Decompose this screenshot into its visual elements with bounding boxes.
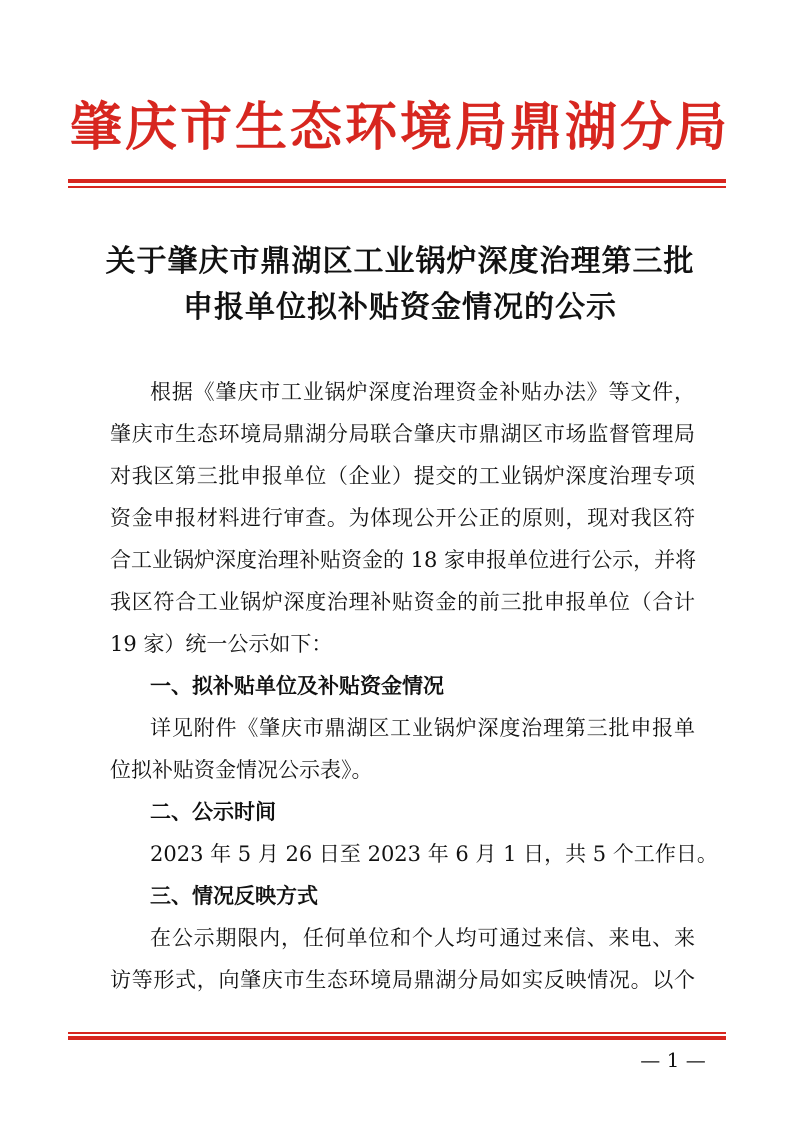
masthead-org-name: 肇庆市生态环境局鼎湖分局: [69, 98, 730, 158]
intro-line-5: 合工业锅炉深度治理补贴资金的 18 家申报单位进行公示，并将: [110, 548, 697, 572]
intro-line-3: 对我区第三批申报单位（企业）提交的工业锅炉深度治理专项: [110, 464, 695, 488]
document-title-line-1: 关于肇庆市鼎湖区工业锅炉深度治理第三批: [105, 244, 695, 279]
section-2-heading: 二、公示时间: [150, 800, 276, 824]
intro-line-1: 根据《肇庆市工业锅炉深度治理资金补贴办法》等文件，: [150, 380, 695, 404]
footer-rule-thin: [68, 1032, 726, 1034]
page-number: — 1 —: [640, 1048, 706, 1072]
section-2-line-1: 2023 年 5 月 26 日至 2023 年 6 月 1 日，共 5 个工作日。: [150, 842, 718, 866]
section-1-heading: 一、拟补贴单位及补贴资金情况: [150, 674, 444, 698]
document-title-line-2: 申报单位拟补贴资金情况的公示: [183, 290, 617, 325]
masthead-rule-thick: [68, 179, 726, 183]
section-3-line-2: 访等形式，向肇庆市生态环境局鼎湖分局如实反映情况。以个: [110, 968, 695, 992]
intro-line-7: 19 家）统一公示如下：: [110, 632, 333, 656]
intro-line-6: 我区符合工业锅炉深度治理补贴资金的前三批申报单位（合计: [110, 590, 695, 614]
section-1-line-1: 详见附件《肇庆市鼎湖区工业锅炉深度治理第三批申报单: [150, 716, 695, 740]
section-3-heading: 三、情况反映方式: [150, 884, 318, 908]
section-1-line-2: 位拟补贴资金情况公示表》。: [110, 758, 373, 782]
intro-line-2: 肇庆市生态环境局鼎湖分局联合肇庆市鼎湖区市场监督管理局: [110, 422, 695, 446]
section-3-line-1: 在公示期限内，任何单位和个人均可通过来信、来电、来: [150, 926, 695, 950]
masthead-rule-thin: [68, 186, 726, 188]
intro-line-4: 资金申报材料进行审查。为体现公开公正的原则，现对我区符: [110, 506, 695, 530]
footer-rule-thick: [68, 1036, 726, 1040]
